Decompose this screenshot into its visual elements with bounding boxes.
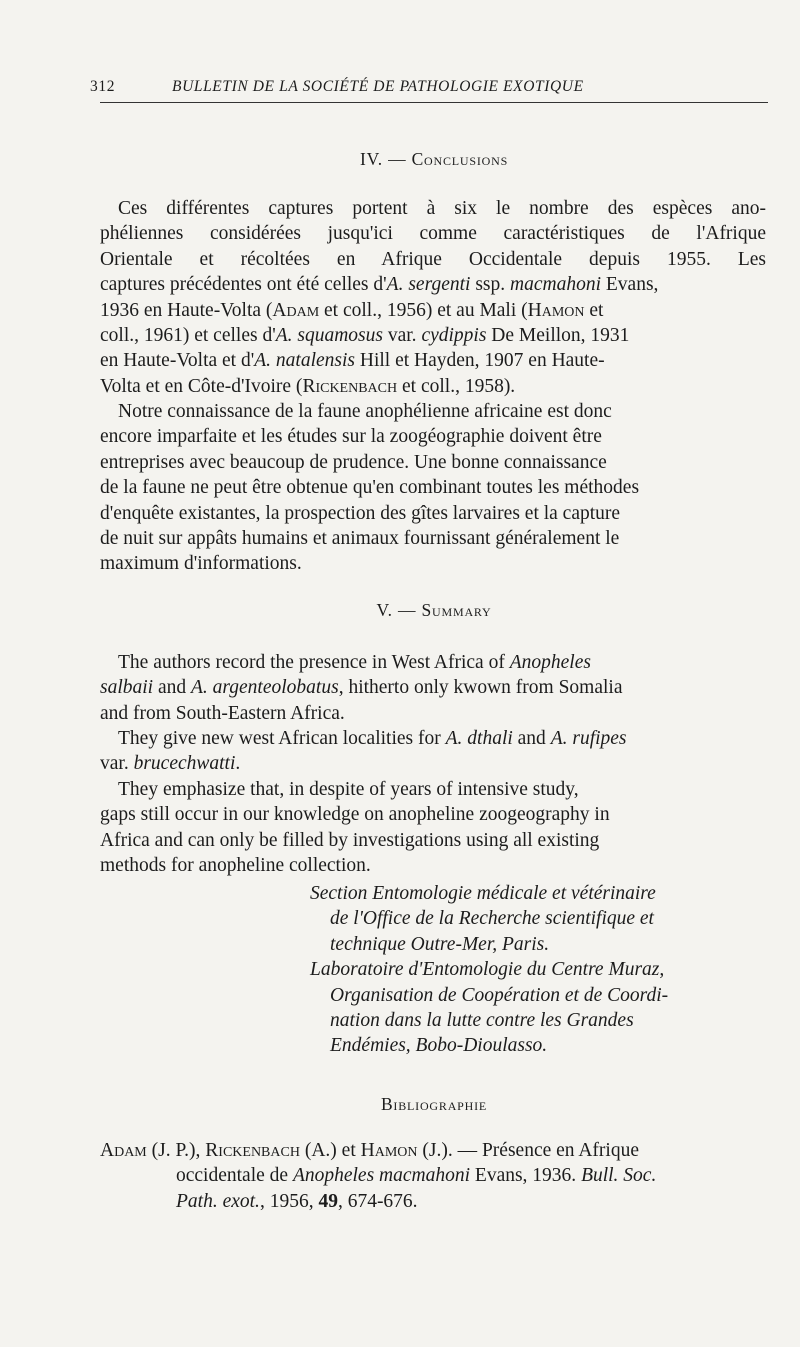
bibliography-entry — [100, 1138, 768, 1214]
text-line: Path. exot., 1956, 49, 674-676. — [176, 1190, 418, 1212]
text-line: gaps still occur in our knowledge on anopheline zoogeography in — [100, 804, 610, 826]
affiliation-line: Endémies, Bobo-Dioulasso. — [330, 1035, 548, 1057]
text-line: encore imparfaite et les études sur la zoogéographie doivent être — [100, 426, 602, 448]
section-heading-conclusions — [100, 149, 768, 170]
paragraph-conclusions-1 — [100, 196, 766, 399]
section-number: IV. — — [359, 149, 412, 169]
text-line: methods for anopheline collection. — [100, 855, 371, 877]
page-number: 312 — [90, 78, 116, 95]
affiliation-line: Section Entomologie médicale et vétérinaire — [310, 883, 656, 904]
text-line: Volta et en Côte-d'Ivoire (Rickenbach et coll., 1958). — [100, 375, 516, 397]
text-line: entreprises avec beaucoup de prudence. Une bonne connaissance — [100, 451, 607, 473]
affiliation-line: de l'Office de la Recherche scientifique et — [330, 908, 654, 930]
text-line: occidentale de Anopheles macmahoni Evans, 1936. Bull. Soc. — [176, 1165, 657, 1187]
affiliation-line: Organisation de Coopération et de Coordi- — [330, 984, 669, 1006]
text-line: 1936 en Haute-Volta (Adam et coll., 1956) et au Mali (Hamon et — [100, 299, 604, 321]
affiliation-line: nation dans la lutte contre les Grandes — [330, 1010, 634, 1032]
affiliation-block — [310, 881, 766, 1059]
paragraph-summary-2 — [100, 726, 766, 777]
text-line: Notre connaissance de la faune anophélienne africaine est donc — [118, 401, 612, 422]
text-line: de la faune ne peut être obtenue qu'en combinant toutes les méthodes — [100, 477, 640, 499]
journal-title: BULLETIN DE LA SOCIÉTÉ DE PATHOLOGIE EXOTIQUE — [172, 78, 584, 95]
section-number: V. — — [376, 600, 422, 620]
text-line: d'enquête existantes, la prospection des gîtes larvaires et la capture — [100, 502, 621, 524]
section-title: Conclusions — [411, 149, 509, 169]
text-line: salbaii and A. argenteolobatus, hitherto only kwown from Somalia — [100, 677, 623, 699]
text-line: Orientale et récoltées en Afrique Occidentale depuis 1955. Les — [100, 248, 766, 270]
text-line: en Haute-Volta et d'A. natalensis Hill et Hayden, 1907 en Haute- — [100, 350, 605, 372]
text-line: var. brucechwatti. — [100, 753, 241, 775]
text-line: Africa and can only be filled by investigations using all existing — [100, 829, 600, 851]
section-title: Summary — [421, 600, 492, 620]
section-heading-summary — [100, 600, 768, 621]
text-line: They emphasize that, in despite of years of intensive study, — [118, 779, 579, 800]
text-line: captures précédentes ont été celles d'A. sergenti ssp. macmahoni Evans, — [100, 274, 659, 296]
text-line: coll., 1961) et celles d'A. squamosus var. cydippis De Meillon, 1931 — [100, 325, 630, 347]
text-line: de nuit sur appâts humains et animaux fournissant généralement le — [100, 528, 620, 550]
text-line: and from South-Eastern Africa. — [100, 702, 345, 724]
text-line: Adam (J. P.), Rickenbach (A.) et Hamon (J.). — Présence en Afrique — [100, 1140, 639, 1161]
text-line: phéliennes considérées jusqu'ici comme caractéristiques de l'Afrique — [100, 223, 766, 245]
running-head — [90, 78, 768, 103]
text-line: Ces différentes captures portent à six le nombre des espèces ano- — [118, 198, 766, 219]
affiliation-line: technique Outre-Mer, Paris. — [330, 933, 550, 955]
paragraph-summary-1 — [100, 650, 766, 726]
text-line: The authors record the presence in West Africa of Anopheles — [118, 652, 591, 673]
text-line: maximum d'informations. — [100, 553, 302, 575]
affiliation-line: Laboratoire d'Entomologie du Centre Muraz, — [310, 959, 665, 981]
paragraph-conclusions-2 — [100, 399, 766, 577]
bibliography-heading: Bibliographie — [380, 1094, 488, 1114]
paragraph-summary-3 — [100, 777, 766, 879]
text-line: They give new west African localities for A. dthali and A. rufipes — [118, 728, 627, 749]
